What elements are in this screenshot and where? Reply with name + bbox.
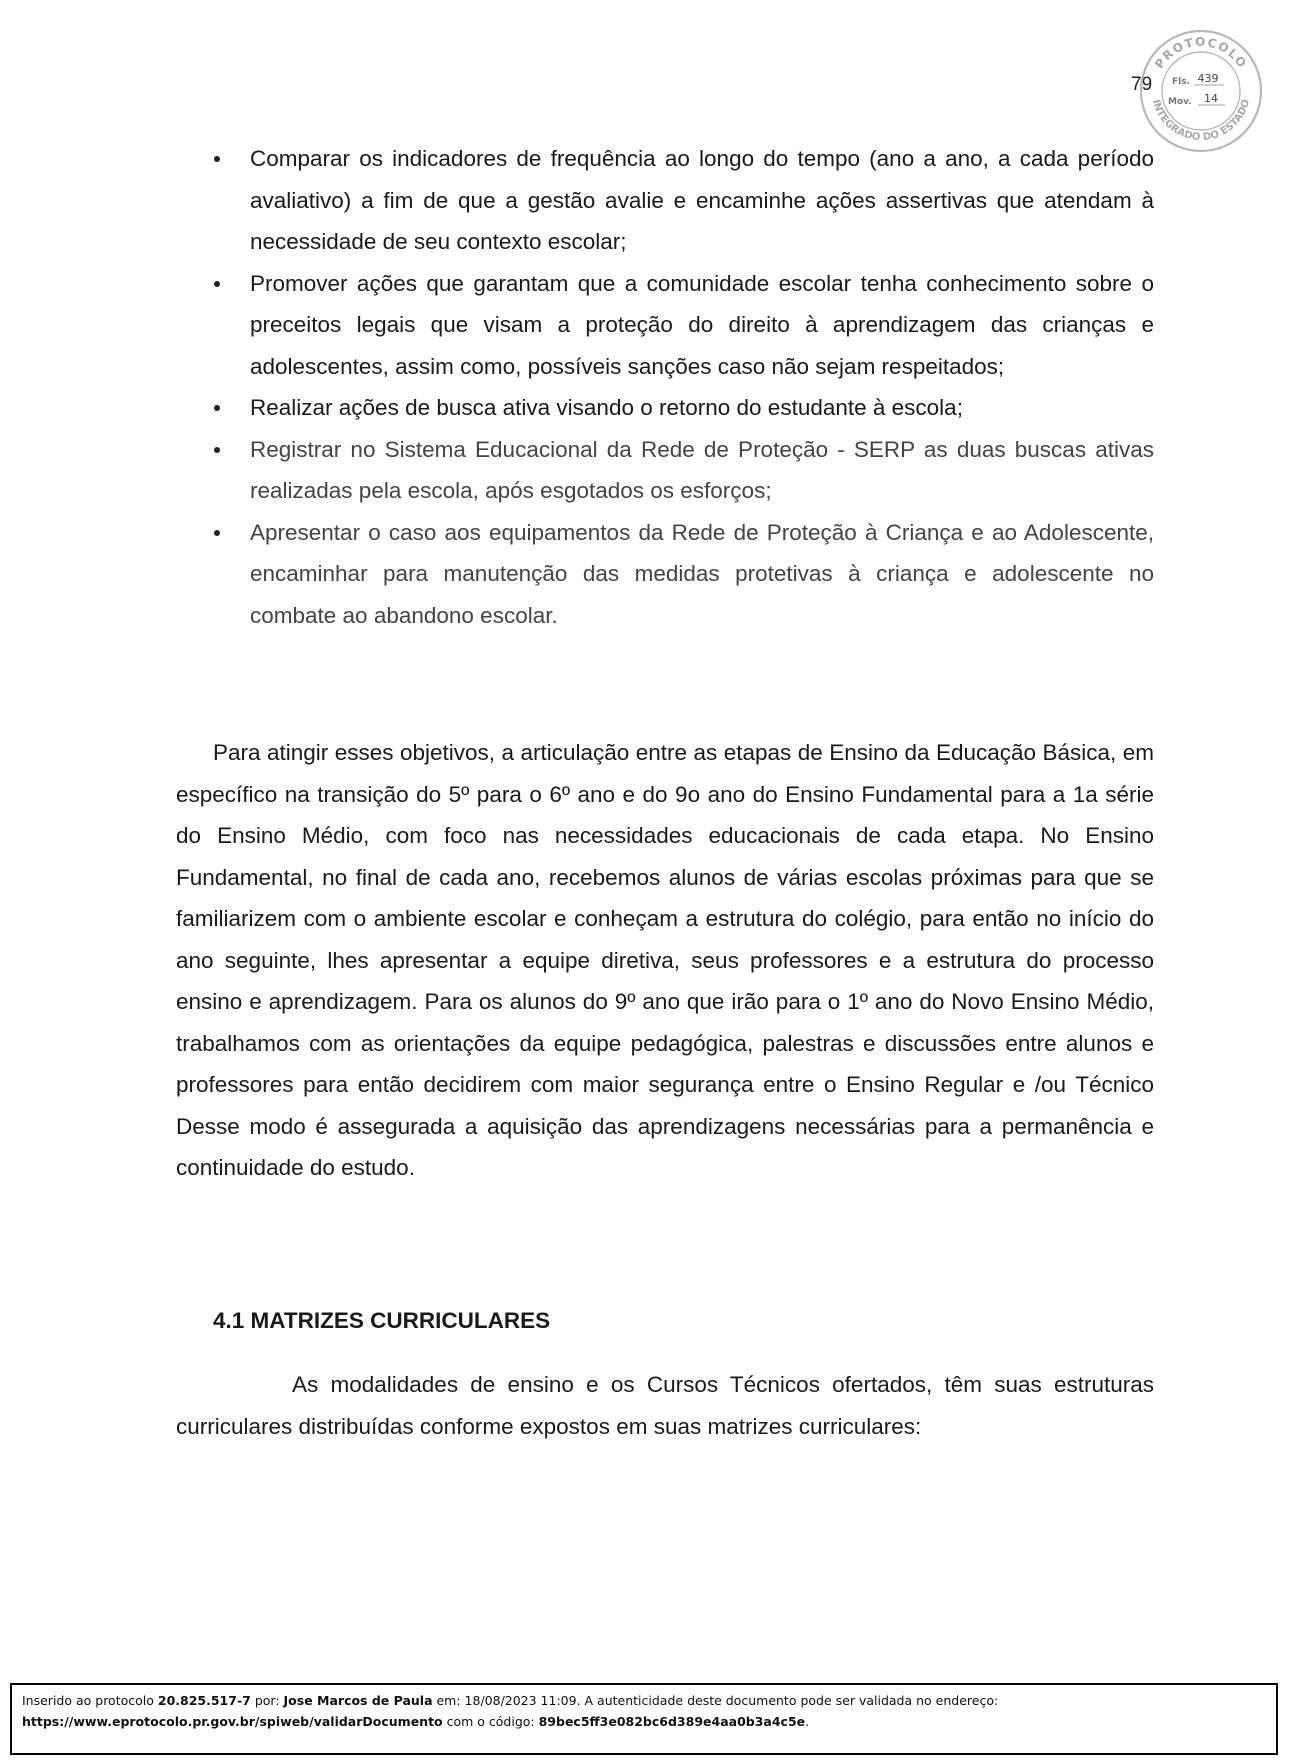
footer-date-text: em: 18/08/2023 11:09. A autenticidade deste documento pode ser validada no endereço: xyxy=(432,1693,999,1708)
footer-code-text: com o código: xyxy=(442,1714,539,1729)
stamp-fls-value: 439 xyxy=(1197,72,1219,85)
bullet-dot-icon xyxy=(214,281,220,287)
bullet-dot-icon xyxy=(214,530,220,536)
stamp-mov-label: Mov. xyxy=(1168,97,1192,107)
paragraph-curricula: As modalidades de ensino e os Cursos Técnicos ofertados, têm suas estruturas curriculares distribuídas conforme expostos em suas matrizes curriculares: xyxy=(176,1372,1154,1439)
page-number: 79 xyxy=(1131,74,1153,95)
footer-author: Jose Marcos de Paula xyxy=(283,1693,433,1708)
bullet-item xyxy=(214,387,1154,429)
stamp-ring-top: PROTOCOLO xyxy=(1152,34,1250,72)
protocol-stamp xyxy=(1138,28,1264,154)
protocol-footer xyxy=(10,1683,1278,1755)
bullet-dot-icon xyxy=(214,405,220,411)
footer-protocol-number: 20.825.517-7 xyxy=(157,1693,251,1708)
bullet-text: Realizar ações de busca ativa visando o retorno do estudante à escola; xyxy=(250,395,963,420)
bullet-dot-icon xyxy=(214,156,220,162)
stamp-mov-value: 14 xyxy=(1204,92,1218,105)
footer-validation-link[interactable]: https://www.eprotocolo.pr.gov.br/spiweb/validarDocumento xyxy=(22,1714,443,1729)
bullet-item xyxy=(214,512,1154,637)
bullet-text: Comparar os indicadores de frequência ao longo do tempo (ano a ano, a cada período avaliativo) a fim de que a gestão avalie e encaminhe ações assertivas que atendam à necessidade de seu contexto escolar; xyxy=(250,146,1154,254)
footer-validation-code: 89bec5ff3e082bc6d389e4aa0b3a4c5e xyxy=(538,1714,806,1729)
footer-by: por: xyxy=(250,1693,284,1708)
footer-end: . xyxy=(805,1714,810,1729)
bullet-dot-icon xyxy=(214,447,220,453)
bullet-item xyxy=(214,138,1154,263)
bullet-text: Registrar no Sistema Educacional da Rede de Proteção - SERP as duas buscas ativas realizadas pela escola, após esgotados os esforços; xyxy=(250,436,1154,503)
bullet-item xyxy=(214,263,1154,388)
bullet-text: Promover ações que garantam que a comunidade escolar tenha conhecimento sobre o preceitos legais que visam a proteção do direito à aprendizagem das crianças e adolescentes, assim como, possíveis sanções caso não sejam respeitados; xyxy=(250,270,1154,379)
paragraph-objectives: Para atingir esses objetivos, a articulação entre as etapas de Ensino da Educação Básica, em específico na transição do 5º para o 6º ano e do 9o ano do Ensino Fundamental para a 1a série do Ensino Médio, com foco nas necessidades educacionais de cada etapa. No Ensino Fundamental, no final de cada ano, recebemos alunos de várias escolas próximas para que se familiarizem com o ambiente escolar e conheçam a estrutura do colégio, para então no início do ano seguinte, lhes apresentar a equipe diretiva, seus professores e a estrutura do processo ensino e aprendizagem. Para os alunos do 9º ano que irão para o 1º ano do Novo Ensino Médio, trabalhamos com as orientações da equipe pedagógica, palestras e discussões entre alunos e professores para então decidirem com maior segurança entre o Ensino Regular e /ou Técnico Desse modo é assegurada a aquisição das aprendizagens necessárias para a permanência e continuidade do estudo. xyxy=(176,740,1154,1180)
bullet-list xyxy=(214,138,1154,636)
section-heading: 4.1 MATRIZES CURRICULARES xyxy=(213,1308,551,1333)
stamp-fls-label: Fls. xyxy=(1172,77,1191,87)
bullet-text: Apresentar o caso aos equipamentos da Rede de Proteção à Criança e ao Adolescente, encaminhar para manutenção das medidas protetivas à criança e adolescente no combate ao abandono escolar. xyxy=(250,519,1154,628)
footer-prefix: Inserido ao protocolo xyxy=(22,1693,158,1708)
stamp-ring-bottom: INTEGRADO DO ESTADO xyxy=(1149,98,1253,144)
bullet-item xyxy=(214,429,1154,512)
